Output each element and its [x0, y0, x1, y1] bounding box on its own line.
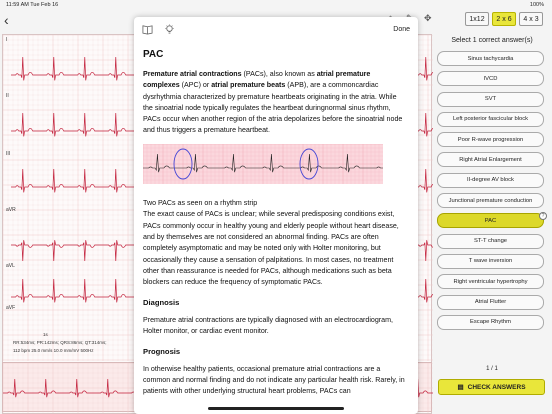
answer-option[interactable]: Left posterior fascicular block [437, 112, 544, 127]
strip-caption: Two PACs as seen on a rhythm strip [143, 199, 258, 208]
answer-option[interactable]: Junctional premature conduction [437, 193, 544, 208]
answer-option[interactable]: IVCD [437, 71, 544, 86]
scale-label: 1s [43, 332, 48, 337]
answer-option[interactable]: Right ventricular hypertrophy [437, 274, 544, 289]
page-indicator: 1 / 1 [486, 366, 498, 372]
answer-option[interactable]: Atrial Flutter [437, 295, 544, 310]
answer-option[interactable]: II-degree AV block [437, 173, 544, 188]
status-time: 11:59 AM Tue Feb 16 [6, 2, 59, 8]
cause-paragraph: The exact cause of PACs is unclear; while several predisposing conditions exist, PACs commonly occur in healthy young and elderly people without heart disease, and by themselves are not considered an abnormal finding. PACs are often completely asymptomatic and may be noted only with Holter monitoring, but occasionally they cause a sensation of palpitations. In most cases, no treatment other than reassurance is needed for PACs, although medications such as beta blockers can reduce the frequency of symptomatic PACs. [143, 210, 399, 287]
check-answers-button[interactable] [438, 379, 545, 395]
pac-rhythm-strip-image [143, 144, 383, 184]
prognosis-paragraph: In otherwise healthy patients, occasional premature atrial contractions are a common and normal finding and do not indicate any particular health risk. Rarely, in patients with other underlying structural heart problems, PACs can [143, 364, 405, 396]
lead-label: III [6, 151, 11, 157]
modal-title: PAC [143, 49, 164, 60]
document-icon: ▤ [457, 384, 464, 391]
home-indicator [208, 407, 344, 410]
diagnosis-heading: Diagnosis [143, 298, 180, 308]
answer-option[interactable]: Escape Rhythm [437, 315, 544, 330]
diagnosis-paragraph: Premature atrial contractions are typically diagnosed with an electrocardiogram, Holter monitor, or cardiac event monitor. [143, 315, 393, 336]
answer-option[interactable]: ST-T change [437, 234, 544, 249]
lead-label: aVR [6, 207, 16, 213]
answer-option[interactable]: Right Atrial Enlargement [437, 152, 544, 167]
view-2x6-button[interactable]: 2 x 6 [492, 12, 516, 26]
move-icon[interactable]: ✥ [424, 13, 432, 23]
answer-option[interactable]: Poor R-wave progression [437, 132, 544, 147]
prognosis-heading: Prognosis [143, 347, 181, 357]
modal-body [143, 69, 405, 398]
check-answers-label: CHECK ANSWERS [467, 383, 526, 391]
info-modal [134, 17, 418, 414]
answer-prompt: Select 1 correct answer(s) [451, 37, 533, 44]
settings-readout: 112 bpm 25.0 mm/s 10.0 mm/mV 500Hz [13, 348, 94, 353]
book-icon[interactable] [142, 24, 153, 35]
answer-list [437, 51, 544, 335]
answer-option[interactable]: SVT [437, 92, 544, 107]
done-button[interactable]: Done [393, 26, 410, 33]
lead-label: aVL [6, 263, 15, 269]
intro-paragraph: Premature atrial contractions (PACs), also known as atrial premature complexes (APC) or atrial premature beats (APB), are a commoncardiac dysrhythmia characterized by premature heartbeats originating in the atria. While the sinoatrial node typically regulates the heartbeat duringnormal sinus rhythm, PACs occur when another region of the atria depolarizes before the sinoatrial node and thus triggers a premature heartbeat. [143, 70, 403, 135]
status-bar [0, 0, 552, 10]
answer-option[interactable]: PAC [437, 213, 544, 228]
modal-header [134, 17, 418, 43]
battery-label: 100% [529, 2, 544, 8]
lead-label: II [6, 93, 9, 99]
answer-option[interactable]: Sinus tachycardia [437, 51, 544, 66]
answer-option[interactable]: T wave inversion [437, 254, 544, 269]
lead-label: aVF [6, 305, 16, 311]
view-1x12-button[interactable]: 1x12 [465, 12, 489, 26]
lead-label: I [6, 37, 8, 43]
info-icon[interactable]: ? [539, 212, 547, 220]
view-4x3-button[interactable]: 4 x 3 [519, 12, 543, 26]
lightbulb-icon[interactable] [164, 24, 175, 35]
back-button[interactable]: ‹ [4, 12, 9, 28]
measurement-readout: RR:534ms; PR:142ms; QRS:86ms; QT:314ms; [13, 340, 107, 345]
